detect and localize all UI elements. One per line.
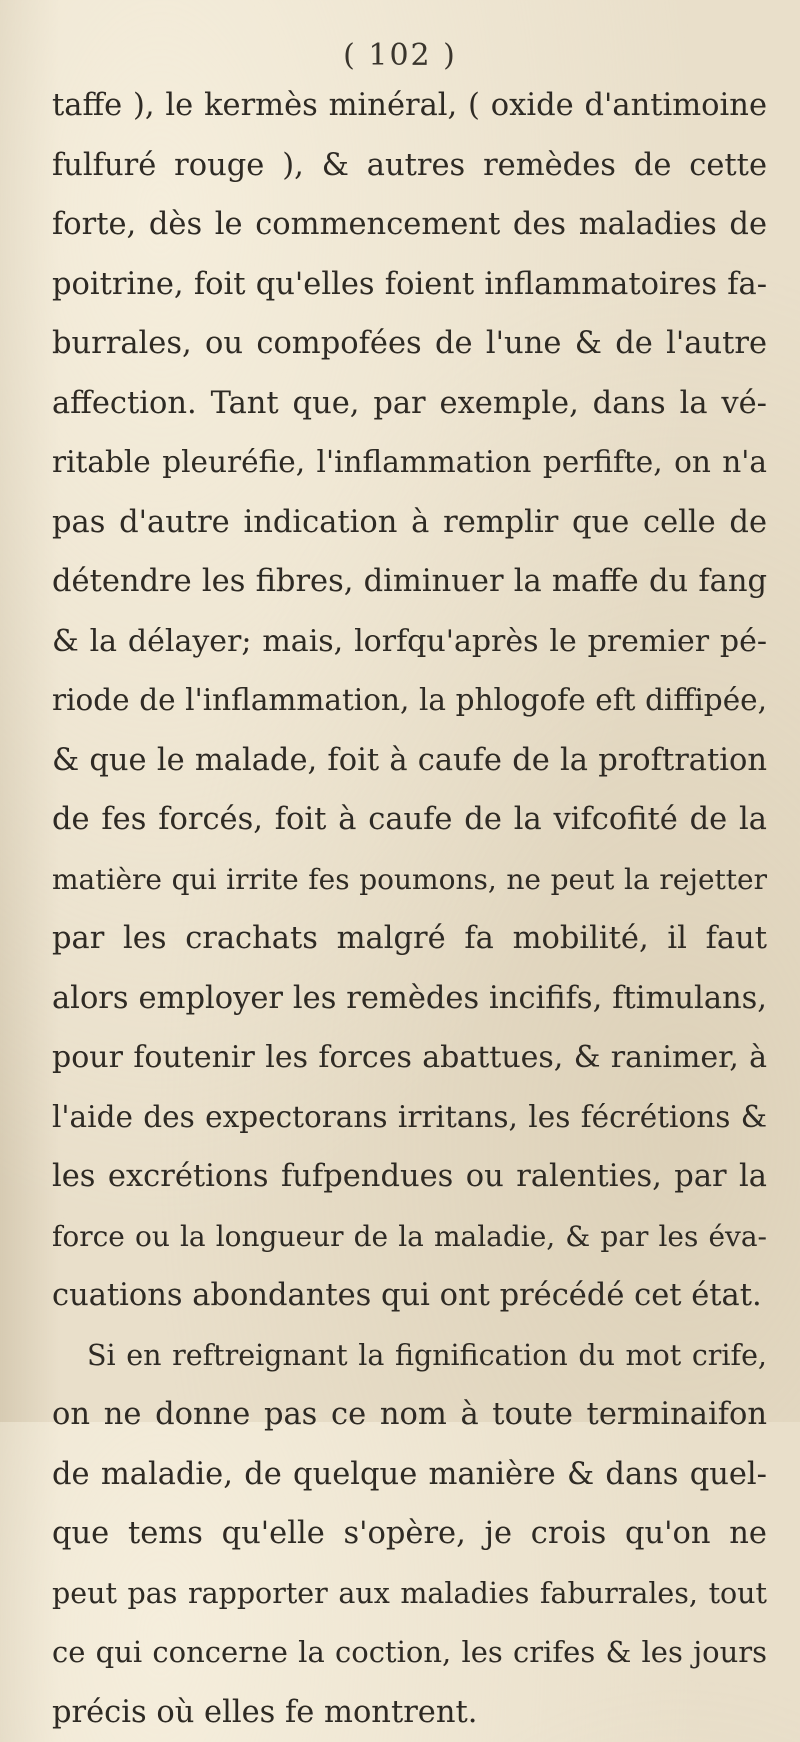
text-line: ritable pleuréfie, l'inflammation perfifte, on n'a [52, 433, 767, 493]
text-line: pas d'autre indication à remplir que celle de [52, 493, 767, 553]
text-line: forte, dès le commencement des maladies de [52, 195, 767, 255]
text-line: on ne donne pas ce nom à toute terminaifon [52, 1385, 767, 1445]
text-line-paragraph-end: précis où elles fe montrent. [52, 1683, 767, 1742]
text-line: de fes forcés, foit à caufe de la vifcofité de la [52, 790, 767, 850]
text-line: affection. Tant que, par exemple, dans la vé- [52, 374, 767, 434]
text-line: ce qui concerne la coction, les crifes & les jours [52, 1623, 767, 1683]
text-line: pour foutenir les forces abattues, & ranimer, à [52, 1028, 767, 1088]
text-line: alors employer les remèdes incififs, ftimulans, [52, 969, 767, 1029]
text-line: que tems qu'elle s'opère, je crois qu'on ne [52, 1504, 767, 1564]
body-text [52, 76, 767, 1742]
text-line: burrales, ou compofées de l'une & de l'autre [52, 314, 767, 374]
text-line-paragraph-start: Si en reftreignant la fignification du mot crife, [52, 1326, 767, 1386]
text-line: fulfuré rouge ), & autres remèdes de cette [52, 136, 767, 196]
text-line: de maladie, de quelque manière & dans quel- [52, 1445, 767, 1505]
text-line: détendre les fibres, diminuer la maffe du fang [52, 552, 767, 612]
page-number: ( 102 ) [0, 38, 800, 73]
text-line: taffe ), le kermès minéral, ( oxide d'antimoine [52, 76, 767, 136]
text-line-paragraph-end: cuations abondantes qui ont précédé cet état. [52, 1266, 767, 1326]
text-line: poitrine, foit qu'elles foient inflammatoires fa- [52, 255, 767, 315]
text-line: & la délayer; mais, lorfqu'après le premier pé- [52, 612, 767, 672]
text-line: l'aide des expectorans irritans, les fécrétions & [52, 1088, 767, 1148]
text-line: peut pas rapporter aux maladies faburrales, tout [52, 1564, 767, 1624]
text-line: matière qui irrite fes poumons, ne peut la rejetter [52, 850, 767, 910]
text-line: les excrétions fufpendues ou ralenties, par la [52, 1147, 767, 1207]
text-line: & que le malade, foit à caufe de la proftration [52, 731, 767, 791]
text-line: force ou la longueur de la maladie, & par les éva- [52, 1207, 767, 1267]
text-line: par les crachats malgré fa mobilité, il faut [52, 909, 767, 969]
text-line: riode de l'inflammation, la phlogofe eft diffipée, [52, 671, 767, 731]
